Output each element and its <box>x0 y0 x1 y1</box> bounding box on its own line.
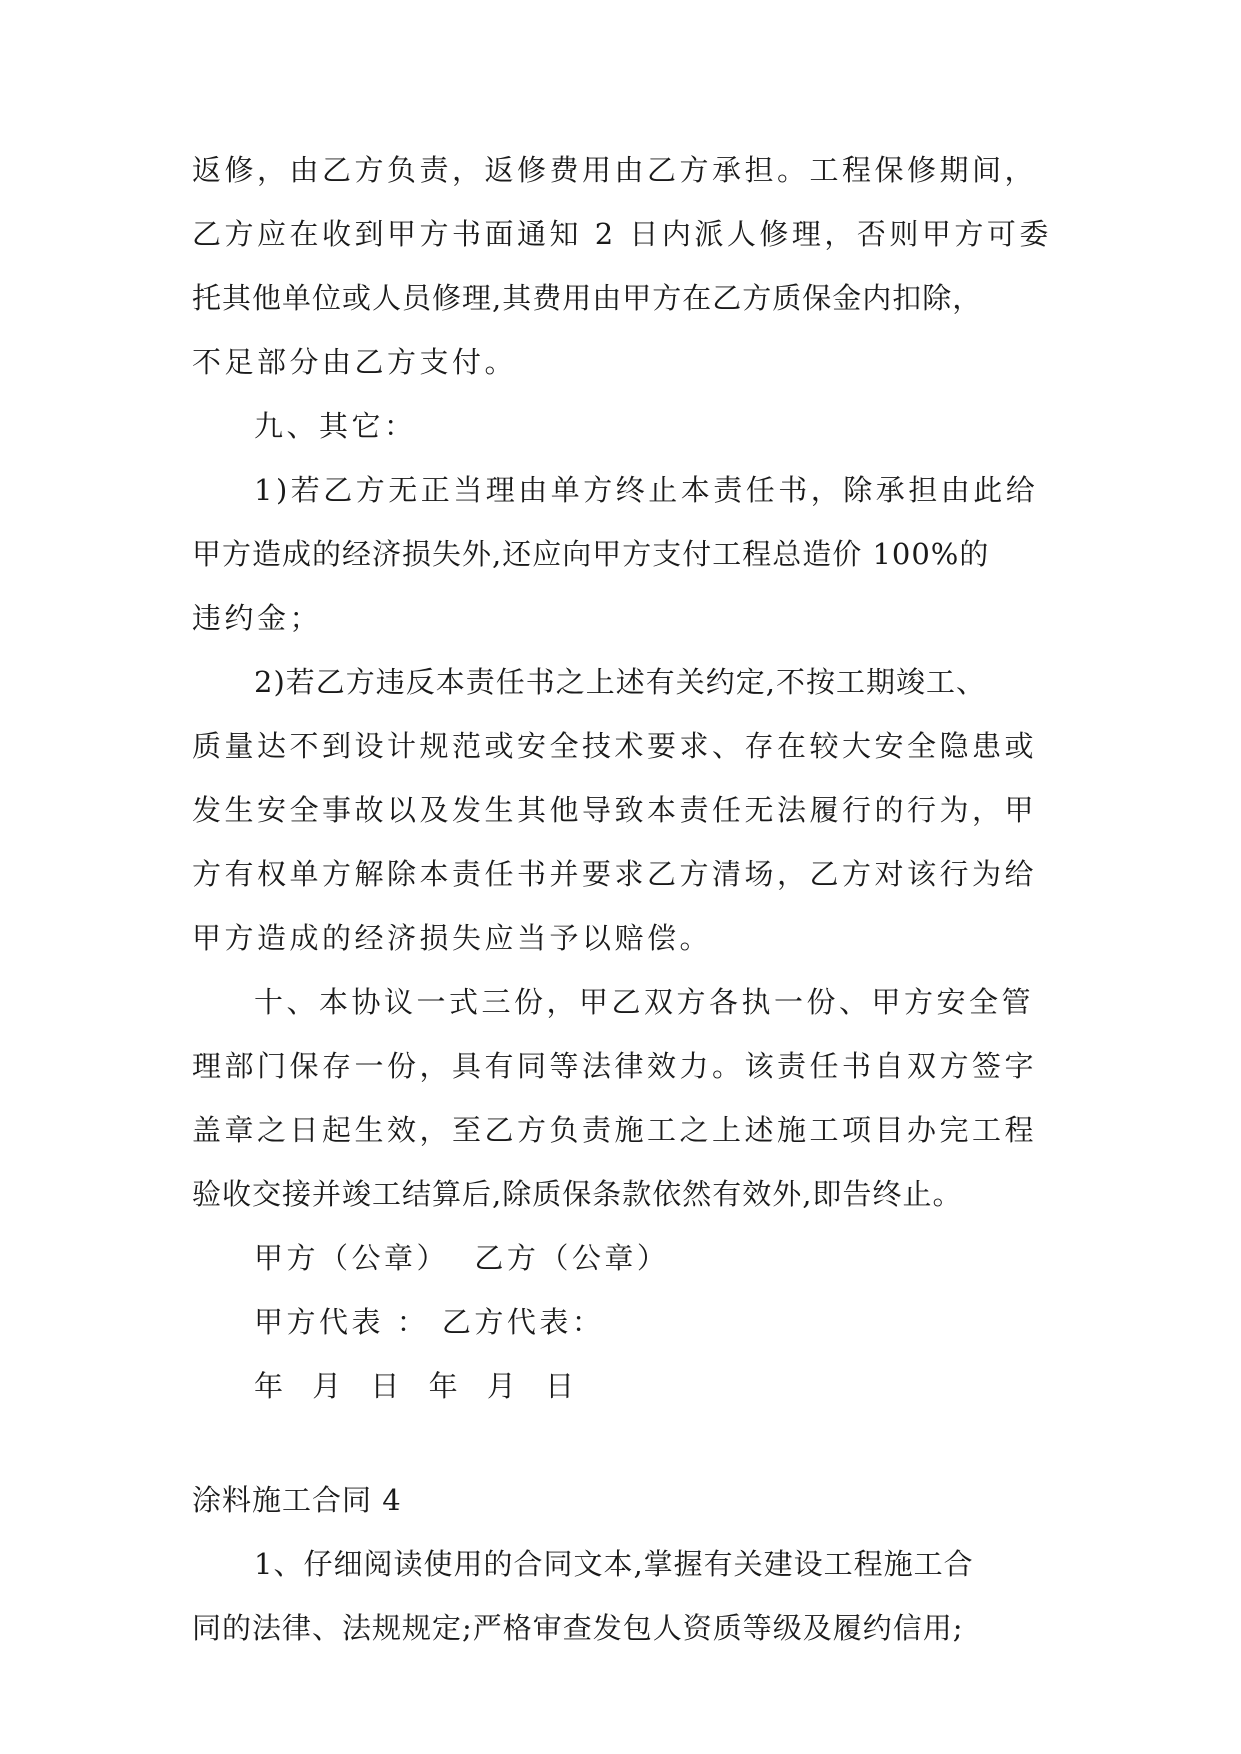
body-text-line: 发生安全事故以及发生其他导致本责任无法履行的行为，甲 <box>192 793 1038 827</box>
section-heading-nine: 九、其它： <box>254 409 417 443</box>
body-text-line: 方有权单方解除本责任书并要求乙方清场，乙方对该行为给 <box>192 857 1038 891</box>
body-text-line: 甲方造成的经济损失外,还应向甲方支付工程总造价 100%的 <box>192 537 990 571</box>
seal-line: 甲方（公章） 乙方（公章） <box>254 1241 670 1275</box>
body-text-line: 违约金； <box>192 601 323 635</box>
section-heading-ten: 十、本协议一式三份，甲乙双方各执一份、甲方安全管 <box>254 985 1035 1019</box>
body-text-line: 甲方造成的经济损失应当予以赔偿。 <box>192 921 713 955</box>
body-text-line: 托其他单位或人员修理,其费用由甲方在乙方质保金内扣除， <box>192 281 983 315</box>
body-text-line: 同的法律、法规规定;严格审查发包人资质等级及履约信用; <box>192 1611 964 1645</box>
body-text-line: 质量达不到设计规范或安全技术要求、存在较大安全隐患或 <box>192 729 1038 763</box>
body-text-line: 返修，由乙方负责，返修费用由乙方承担。工程保修期间， <box>192 153 1038 187</box>
representative-line: 甲方代表 ： 乙方代表： <box>254 1305 605 1339</box>
body-text-line: 盖章之日起生效，至乙方负责施工之上述施工项目办完工程 <box>192 1113 1038 1147</box>
body-text-line: 验收交接并竣工结算后,除质保条款依然有效外,即告终止。 <box>192 1177 963 1211</box>
clause-2-line: 2)若乙方违反本责任书之上述有关约定,不按工期竣工、 <box>254 665 986 699</box>
body-text-line: 不足部分由乙方支付。 <box>192 345 518 379</box>
body-text-line: 理部门保存一份，具有同等法律效力。该责任书自双方签字 <box>192 1049 1038 1083</box>
body-text-line: 乙方应在收到甲方书面通知 2 日内派人修理，否则甲方可委 <box>192 217 1052 251</box>
section-title: 涂料施工合同 4 <box>192 1483 402 1517</box>
clause-line: 1、仔细阅读使用的合同文本,掌握有关建设工程施工合 <box>254 1547 974 1581</box>
date-line: 年 月 日 年 月 日 <box>254 1369 585 1403</box>
clause-1-line: 1)若乙方无正当理由单方终止本责任书，除承担由此给 <box>254 473 1039 507</box>
